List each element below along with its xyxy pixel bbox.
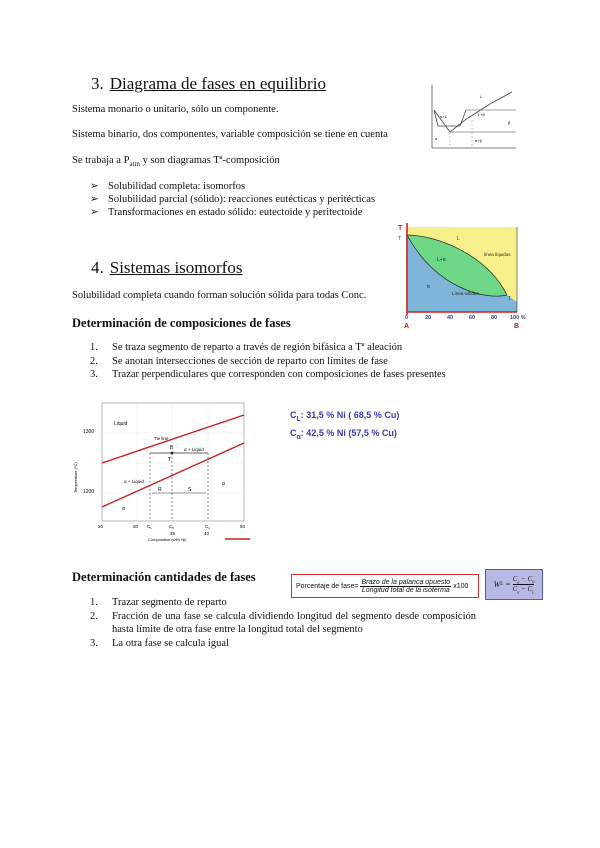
formula-mult: x100 [453,582,469,590]
wl-den: $C_\alpha - C_L$ [512,585,535,595]
result-ca-sub: α [296,433,301,441]
bullet-text: Solubilidad parcial (sólido): reacciones eutécticas y peritécticas [108,194,376,205]
section-4-heading [91,258,242,278]
step-text: La otra fase se calcula igual [112,637,229,649]
result-ca-label: C [290,428,297,438]
wl-sub: L [500,582,504,587]
step-item: 1. Se traza segmento de reparto a través de región bifásica a Tª aleación [90,342,403,353]
formula-fraction [360,579,451,594]
bullet-item [90,206,375,219]
result-ca-value: : 42,5 % Ni (57,5 % Cu) [300,428,397,438]
cuni-c-labels [147,524,210,530]
formula-den: Longitud total de la isoterma [361,586,450,594]
cuni-liquid-label: Liquid [114,421,128,427]
x-tick: 20 [425,315,432,321]
t-axis-label: T [398,225,403,232]
step-item: 2. Fracción de una fase se calcula dividiendo longitud del segmento desde composición hasta límite de otra fase entre la longitud total del segmento [90,610,476,635]
x-tick: 0 [405,315,409,321]
paragraph-patm [72,155,280,168]
composition-heading: Determinación de composiciones de fases [72,316,291,330]
wl-equals: = [505,580,511,589]
small-solidus [434,110,466,126]
section-3-bullets [90,180,375,219]
step-text: Trazar perpendiculares que corresponden con composiciones de fases presentes [112,369,446,380]
cuni-alpha-liq-label-2: α + Liquid [124,479,144,484]
cuni-ca: $C_\alpha$ [205,524,210,530]
wl-fraction [512,575,534,595]
arrow-icon: ➢ [90,181,99,192]
cuni-y-tick: 1200 [83,489,95,495]
x-tick: 60 [469,315,476,321]
step-item: 2. Se anotan intersecciones de sección de reparto con límites de fase [90,355,388,367]
cuni-x-tick: 30 [133,524,139,529]
a-label: A [404,323,410,330]
wl-formula [485,569,543,600]
small-phase-diagram [420,80,520,160]
section-3-heading [91,74,326,94]
paragraph-binario: Sistema binario, dos componentes, variable composición se tiene en cuenta [72,129,388,140]
small-label: α+L [440,114,447,119]
tf-b-label: T [508,296,512,302]
liquidus-label: línea líquidus [484,252,511,257]
solidus-label: Línea sólidus [452,291,479,296]
cuni-seg-s: S [188,487,192,493]
wl-num: $C_\alpha - C_0$ [512,574,535,584]
cuni-c0: $C_0$ [169,524,174,530]
b-label: B [514,323,520,330]
cuni-x-tick: 35 [170,531,176,536]
patm-text: Se trabaja a P [72,155,130,166]
step-text: Se anotan intersecciones de sección de reparto con límites de fase [112,355,388,367]
cuni-alpha-label: α [222,481,225,487]
cuni-point-t: T [168,457,172,463]
isomorph-diagram [397,220,530,330]
cuni-tie-label: Tie line [154,436,169,441]
quantities-heading: Determinación cantidades de fases [72,570,256,584]
cuni-cl: $C_L$ [147,524,152,530]
cuni-xlabel: Composition (wt% Ni) [148,537,187,542]
step-text: Fracción de una fase se calcula dividiendo longitud del segmento desde composición hasta límite de otra fase entre la longitud total del segmento [112,610,476,635]
quantities-steps [90,596,476,650]
patm-subscript: atm [129,160,140,169]
paragraph-isomorfos: Solubilidad completa cuando forman solución sólida para todas Conc. [72,290,367,301]
x-tick: 80 [491,315,498,321]
step-text: Se traza segmento de reparto a través de región bifásica a Tª aleación [112,342,403,353]
bullet-text: Transformaciones en estado sólido: eutectoide y peritectoide [108,207,363,218]
x-tick: 100 % [510,315,526,321]
cuni-phase-diagram [72,395,252,545]
result-cl-value: : 31,5 % Ni ( 68,5 % Cu) [300,410,400,420]
composition-steps [90,341,510,382]
result-ca [290,428,397,441]
cuni-alpha-label-2: α [122,506,125,512]
small-label: β [508,120,511,125]
result-cl-sub: L [296,415,301,423]
small-label: α+β [475,138,482,143]
section-4-number: 4. [91,258,104,277]
cuni-x-tick: 40 [204,531,210,536]
tf-a-label: T [398,236,402,242]
section-3-title: Diagrama de fases en equilibrio [109,74,326,93]
bullet-item [90,193,375,206]
cuni-alpha-liq-label: α + Liquid [184,447,204,452]
small-label: L [480,94,483,99]
two-phase-label: L+α [437,257,446,263]
section-4-title: Sistemas isomorfos [109,258,243,277]
step-item: 1. Trazar segmento de reparto [90,597,227,608]
arrow-icon: ➢ [90,207,99,218]
small-label: α [435,136,438,141]
step-item: 3. La otra fase se calcula igual [90,637,229,649]
bullet-text: Solubilidad completa: isomorfos [108,181,246,192]
cuni-ylabel: Temperature (°C) [73,462,78,493]
result-cl-label: C [290,410,297,420]
liquid-label: L [457,236,460,242]
result-cl [290,410,399,423]
cuni-seg-r: R [158,487,162,493]
bullet-item [90,180,375,193]
section-3-number: 3. [91,74,104,93]
cuni-x-tick: 20 [98,524,104,529]
formula-left: Porcentaje de fase= [296,582,359,590]
paragraph-monario: Sistema monario o unitario, sólo un componente. [72,104,279,115]
x-tick: 40 [447,315,454,321]
point-b-marker [171,452,174,455]
step-item: 3. Trazar perpendiculares que corresponden con composiciones de fases presentes [90,369,446,380]
small-label: L+β [478,112,485,117]
alpha-label: α [427,284,430,290]
formula-num: Brazo de la palanca opuesto [361,578,451,586]
lever-formula [291,574,479,598]
cuni-point-b: B [170,445,174,451]
cuni-y-tick: 1300 [83,429,95,435]
step-text: Trazar segmento de reparto [112,597,227,608]
arrow-icon: ➢ [90,194,99,205]
patm-rest: y son diagramas Tª-composición [139,155,280,166]
cuni-x-tick: 50 [240,524,246,529]
wl-label: W [493,580,501,589]
